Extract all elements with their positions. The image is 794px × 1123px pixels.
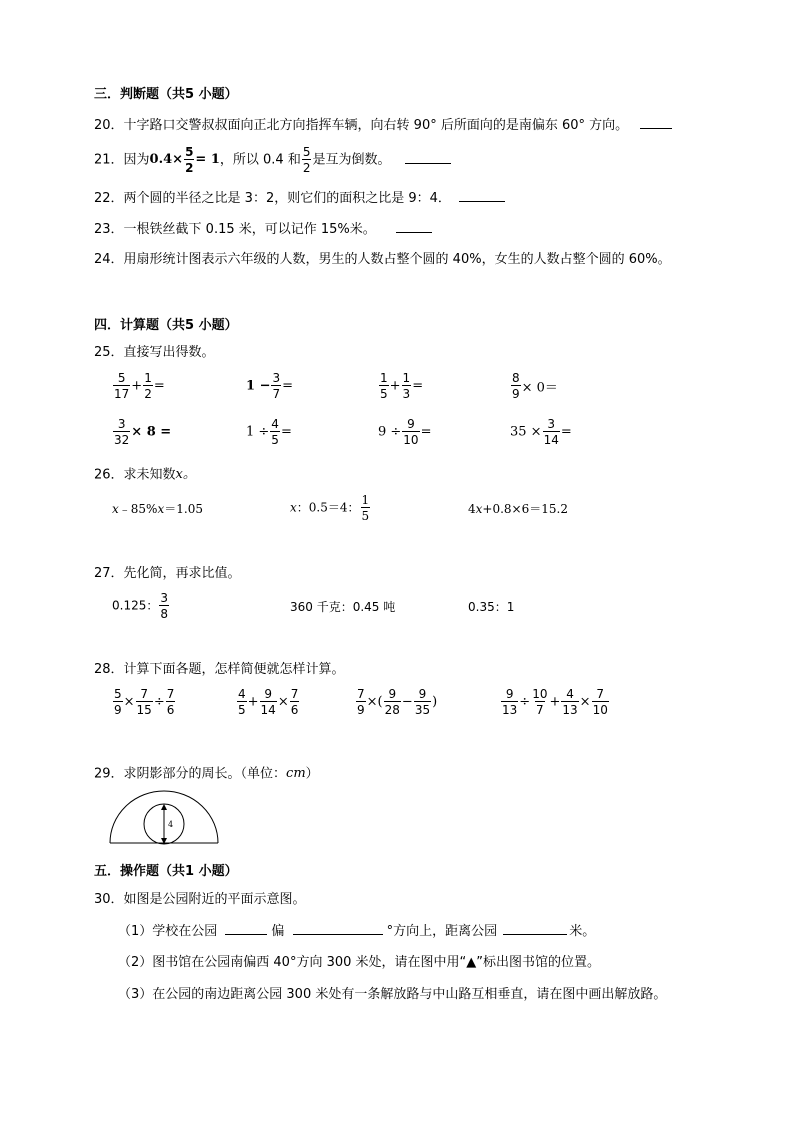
question-28: 28．计算下面各题，怎样简便就怎样计算。	[94, 662, 345, 677]
q27-ratio-1: 0.125： $\frac{3}{8}$	[112, 591, 168, 621]
q25-expr-8: 35 × $\frac{3}{14}$ =	[510, 417, 572, 447]
question-20	[94, 116, 672, 134]
question-30-part-2: （2）图书馆在公园南偏西 40°方向 300 米处，请在图中用“▲”标出图书馆的位置。	[118, 955, 600, 970]
q21-suffix: 是互为倒数。	[312, 152, 391, 168]
q28-expr-2: $\frac{4}{5}$ + $\frac{9}{14}$ × $\frac{7}{6}$	[238, 687, 299, 717]
q23-answer-blank[interactable]	[396, 220, 432, 233]
q23-text: 23．一根铁丝截下 0.15 米，可以记作 15%米。	[94, 222, 376, 237]
q22-text: 22．两个圆的半径之比是 3：2，则它们的面积之比是 9：4．	[94, 191, 451, 206]
q24-text: 24．用扇形统计图表示六年级的人数，男生的人数占整个圆的 40%，女生的人数占整个圆的 60%。	[94, 252, 671, 267]
figure-label: 4	[168, 820, 174, 829]
q27-ratio-2: 360 千克：0.45 吨	[290, 600, 396, 614]
q21-eq: = 1	[195, 152, 220, 167]
question-22	[94, 189, 505, 207]
q25-expr-6: 1 ÷ $\frac{4}{5}$ =	[246, 417, 292, 447]
section4-heading: 四．计算题（共5 小题）	[94, 318, 238, 333]
question-30: 30．如图是公园附近的平面示意图。	[94, 892, 306, 907]
question-26: 26．求未知数x。	[94, 467, 196, 483]
q30-1-blank-distance[interactable]	[503, 922, 567, 935]
q25-expr-2: 1 − $\frac{3}{7}$ =	[246, 371, 294, 401]
question-24	[94, 252, 671, 268]
question-30-part-3: （3）在公园的南边距离公园 300 米处有一条解放路与中山路互相垂直，请在图中画出解放路。	[118, 987, 667, 1002]
q25-expr-5: $\frac{3}{32}$ × 8 =	[114, 417, 172, 447]
q26-equation-1: x﹣85%x＝1.05	[112, 502, 203, 516]
q26-equation-2: x：0.5＝4： $\frac{1}{5}$	[290, 493, 370, 523]
question-29: 29．求阴影部分的周长。（单位：cm）	[94, 766, 319, 782]
q21-fraction-2: $\frac{5}{2}$	[302, 145, 311, 175]
question-21	[94, 146, 451, 174]
question-25: 25．直接写出得数。	[94, 345, 215, 360]
q25-expr-4: $\frac{8}{9}$ × 0＝	[512, 371, 558, 401]
section5-heading: 五．操作题（共1 小题）	[94, 864, 238, 879]
q30-1-blank-angle[interactable]	[293, 922, 383, 935]
q20-answer-blank[interactable]	[640, 116, 672, 129]
q26-equation-3: 4x+0.8×6＝15.2	[468, 502, 568, 516]
q25-expr-1: $\frac{5}{17}$ + $\frac{1}{2}$ =	[114, 371, 165, 401]
q22-answer-blank[interactable]	[459, 189, 505, 202]
q21-expr-a: 0.4×	[149, 152, 184, 167]
q28-expr-3: $\frac{7}{9}$ ×( $\frac{9}{28}$ − $\frac{9}{35}$ )	[357, 687, 438, 717]
section3-heading: 三．判断题（共5 小题）	[94, 87, 238, 102]
q21-prefix: 21．因为	[94, 152, 150, 168]
q28-expr-1: $\frac{5}{9}$ × $\frac{7}{15}$ ÷ $\frac{7}{6}$	[114, 687, 175, 717]
q21-fraction: $\frac{5}{2}$	[185, 145, 194, 175]
figure-arrowhead-top	[161, 804, 167, 810]
q21-mid: ，所以 0.4 和	[219, 152, 301, 168]
q29-figure	[108, 790, 220, 846]
q25-expr-7: 9 ÷ $\frac{9}{10}$ =	[378, 417, 432, 447]
q20-text: 20．十字路口交警叔叔面向正北方向指挥车辆，向右转 90° 后所面向的是南偏东 60° 方向。	[94, 118, 629, 133]
question-30-part-1: （1）学校在公园 偏 °方向上，距离公园 米。	[118, 924, 596, 939]
q27-ratio-3: 0.35：1	[468, 600, 515, 614]
q28-expr-4: $\frac{9}{13}$ ÷ $\frac{10}{7}$ + $\frac{4}{13}$ × $\frac{7}{10}$	[502, 687, 608, 717]
question-27: 27．先化简，再求比值。	[94, 566, 241, 581]
q21-answer-blank[interactable]	[405, 151, 451, 164]
question-23	[94, 220, 432, 238]
q30-1-blank-direction-1[interactable]	[225, 922, 267, 935]
q25-expr-3: $\frac{1}{5}$ + $\frac{1}{3}$ =	[380, 371, 424, 401]
